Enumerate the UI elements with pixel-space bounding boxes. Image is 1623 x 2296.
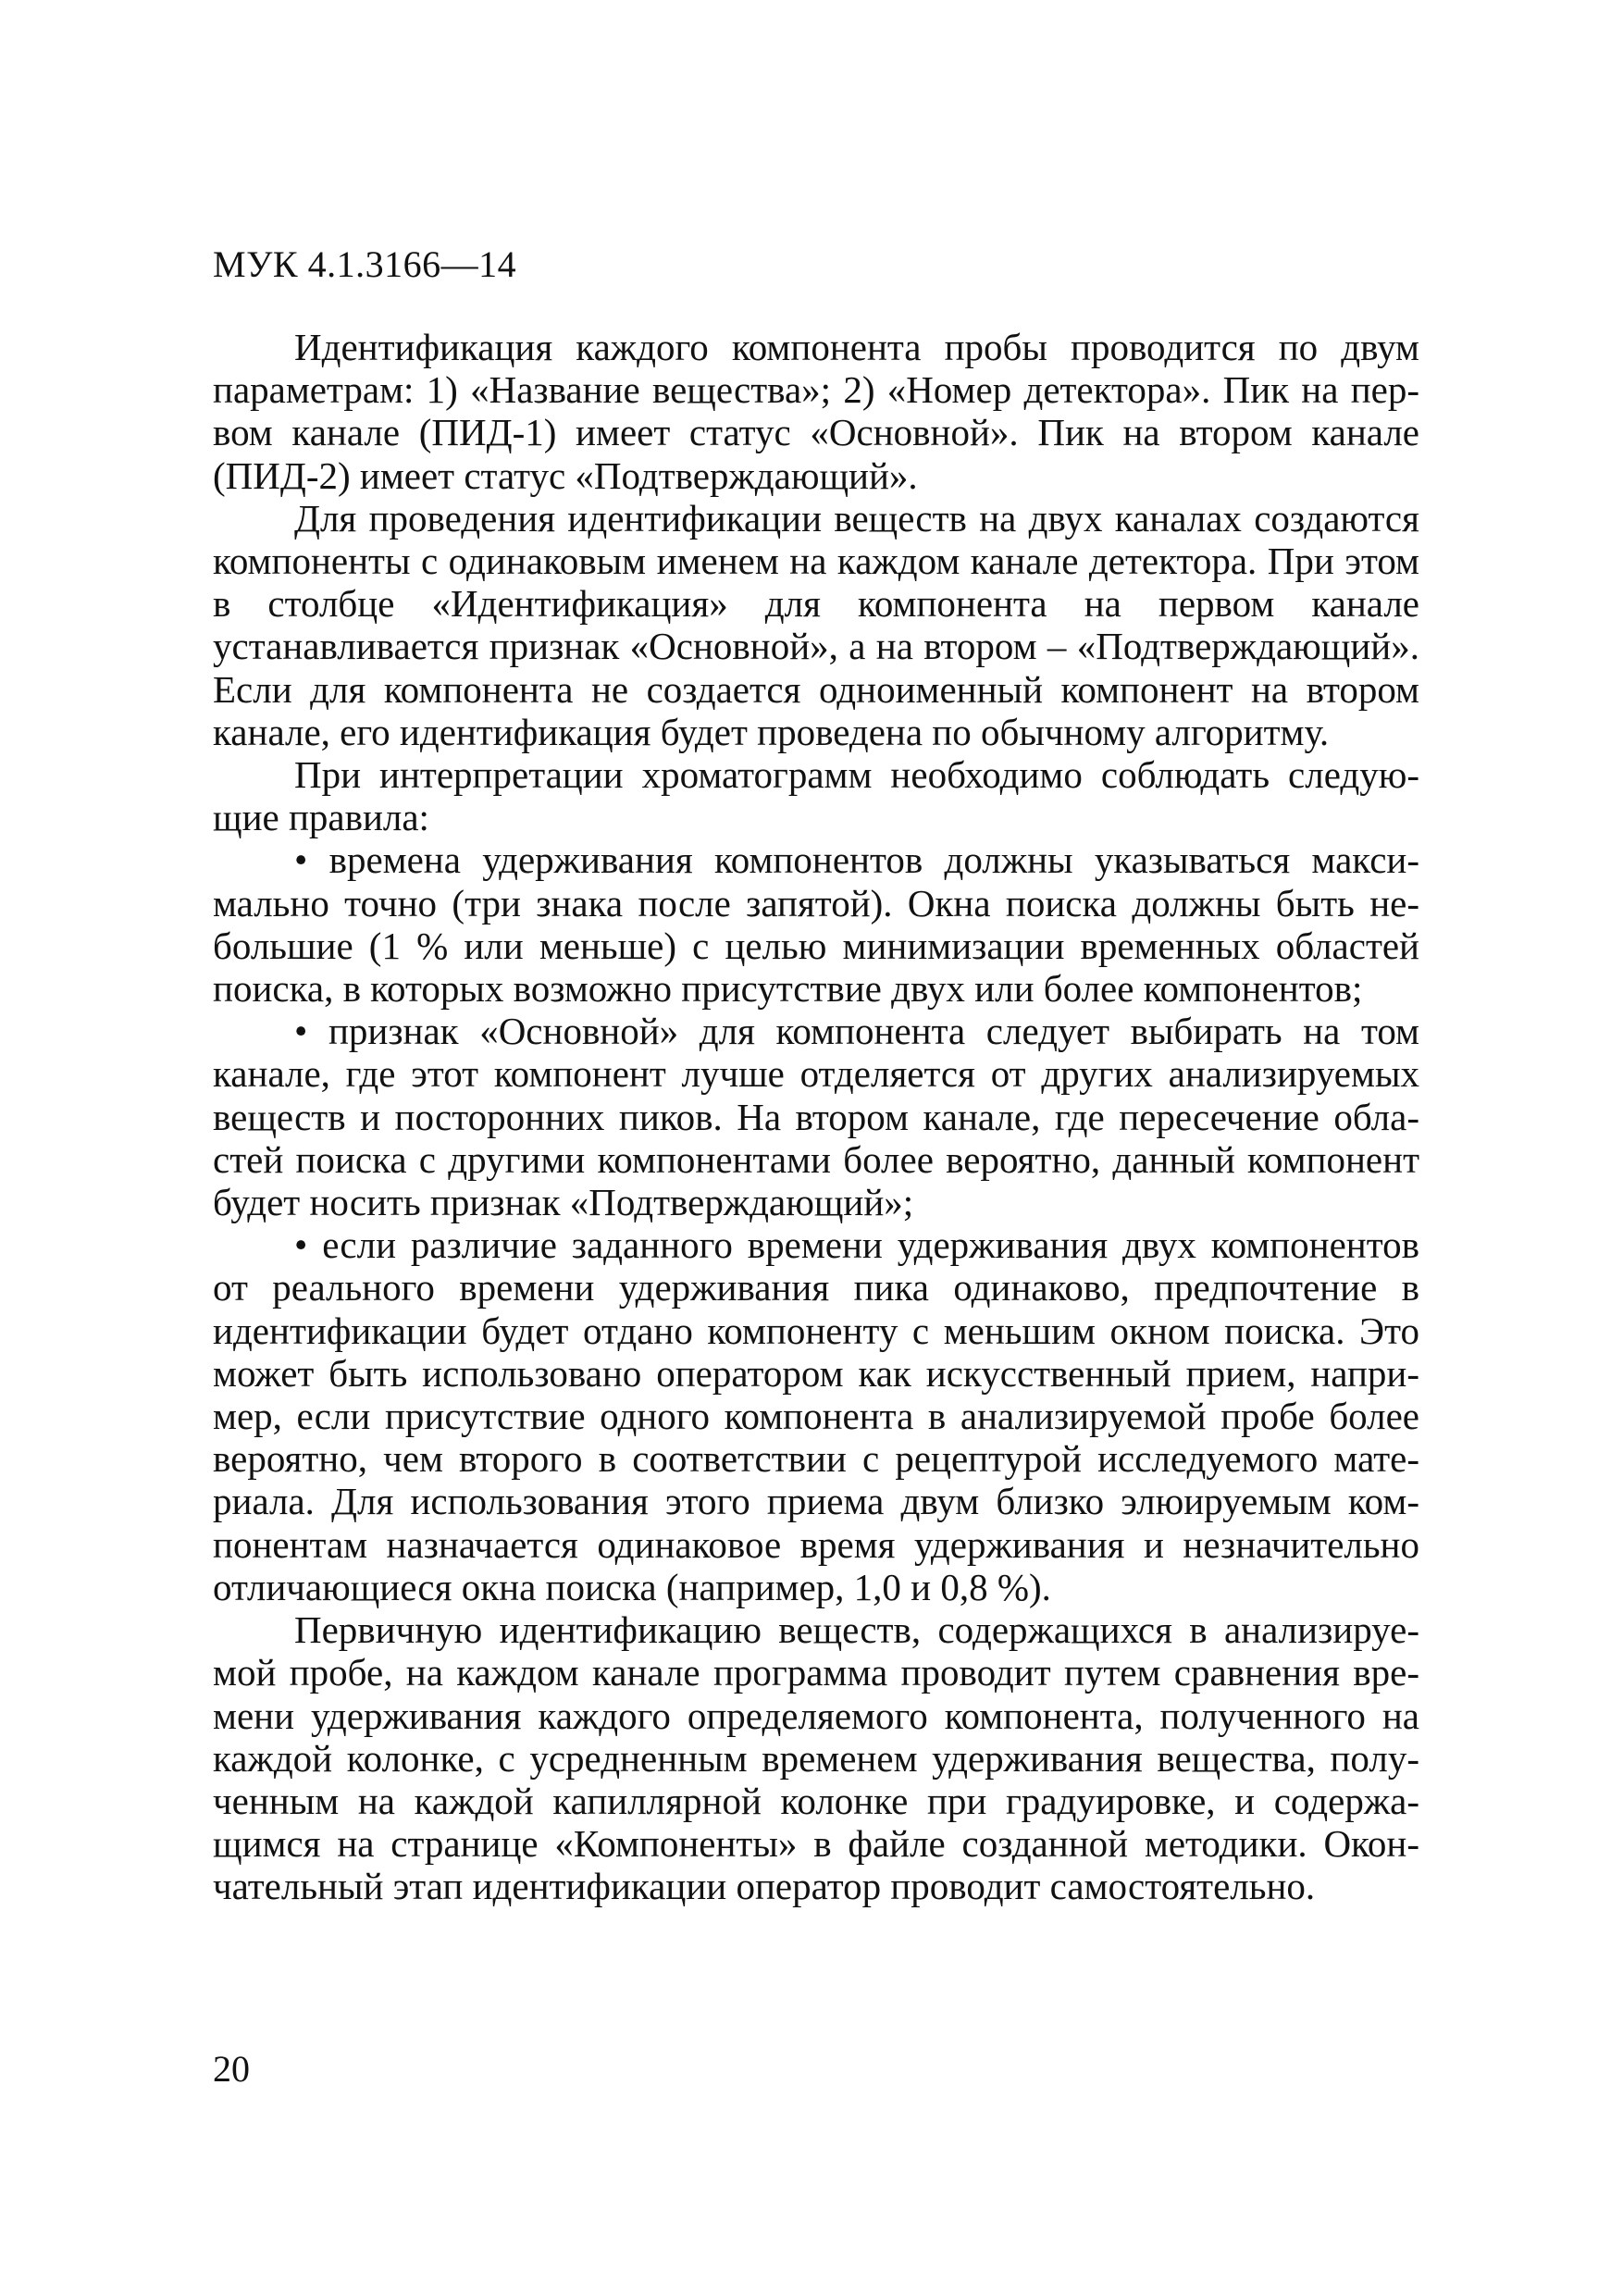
paragraph-identification-parameters: Идентификация каждого компонента пробы проводится по двум параметрам: 1) «Название вещества»; 2) «Номер детектора». Пик на первом канале (ПИД-1) имеет статус «Основной». Пик на втором канале (ПИД-2) имеет статус «Подтверждающий». [213, 326, 1419, 497]
paragraph-primary-identification: Первичную идентификацию веществ, содержащихся в анализируемой пробе, на каждом канале программа проводит путем сравнения времени удерживания каждого определяемого компонента, полученного на каждой колонке, с усредненным временем удерживания вещества, полученным на каждой капиллярной колонке при градуировке, и содержащимся на странице «Компоненты» в файле созданной методики. Окончательный этап идентификации оператор проводит самостоятельно. [213, 1608, 1419, 1908]
paragraph-two-channel-identification: Для проведения идентификации веществ на двух каналах создаются компоненты с одинаковым именем на каждом канале детектора. При этом в столбце «Идентификация» для компонента на первом канале устанавливается признак «Основной», а на втором – «Подтверждающий». Если для компонента не создается одноименный компонент на втором канале, его идентификация будет проведена по обычному алгоритму. [213, 496, 1419, 753]
paragraph-interpretation-rules-intro: При интерпретации хроматограмм необходимо соблюдать следующие правила: [213, 753, 1419, 839]
bullet-main-attribute: • признак «Основной» для компонента следует выбирать на том канале, где этот компонент лучше отделяется от других анализируемых веществ и посторонних пиков. На втором канале, где пересечение областей поиска с другими компонентами более вероятно, данный компонент будет носить признак «Подтверждающий»; [213, 1010, 1419, 1224]
page-number: 20 [213, 2048, 250, 2090]
bullet-search-window-preference: • если различие заданного времени удерживания двух компонентов от реального времени удерживания пика одинаково, предпочтение в идентификации будет отдано компоненту с меньшим окном поиска. Это может быть использовано оператором как искусственный прием, например, если присутствие одного компонента в анализируемой пробе более вероятно, чем второго в соответствии с рецептурой исследуемого материала. Для использования этого приема двум близко элюируемым компонентам назначается одинаковое время удерживания и незначительно отличающиеся окна поиска (например, 1,0 и 0,8 %). [213, 1223, 1419, 1608]
document-code-header: МУК 4.1.3166—14 [213, 243, 517, 285]
bullet-retention-times: • времена удерживания компонентов должны указываться максимально точно (три знака после запятой). Окна поиска должны быть небольшие (1 % или меньше) с целью минимизации временных областей поиска, в которых возможно присутствие двух или более компонентов; [213, 838, 1419, 1011]
body-text [213, 326, 1419, 1908]
